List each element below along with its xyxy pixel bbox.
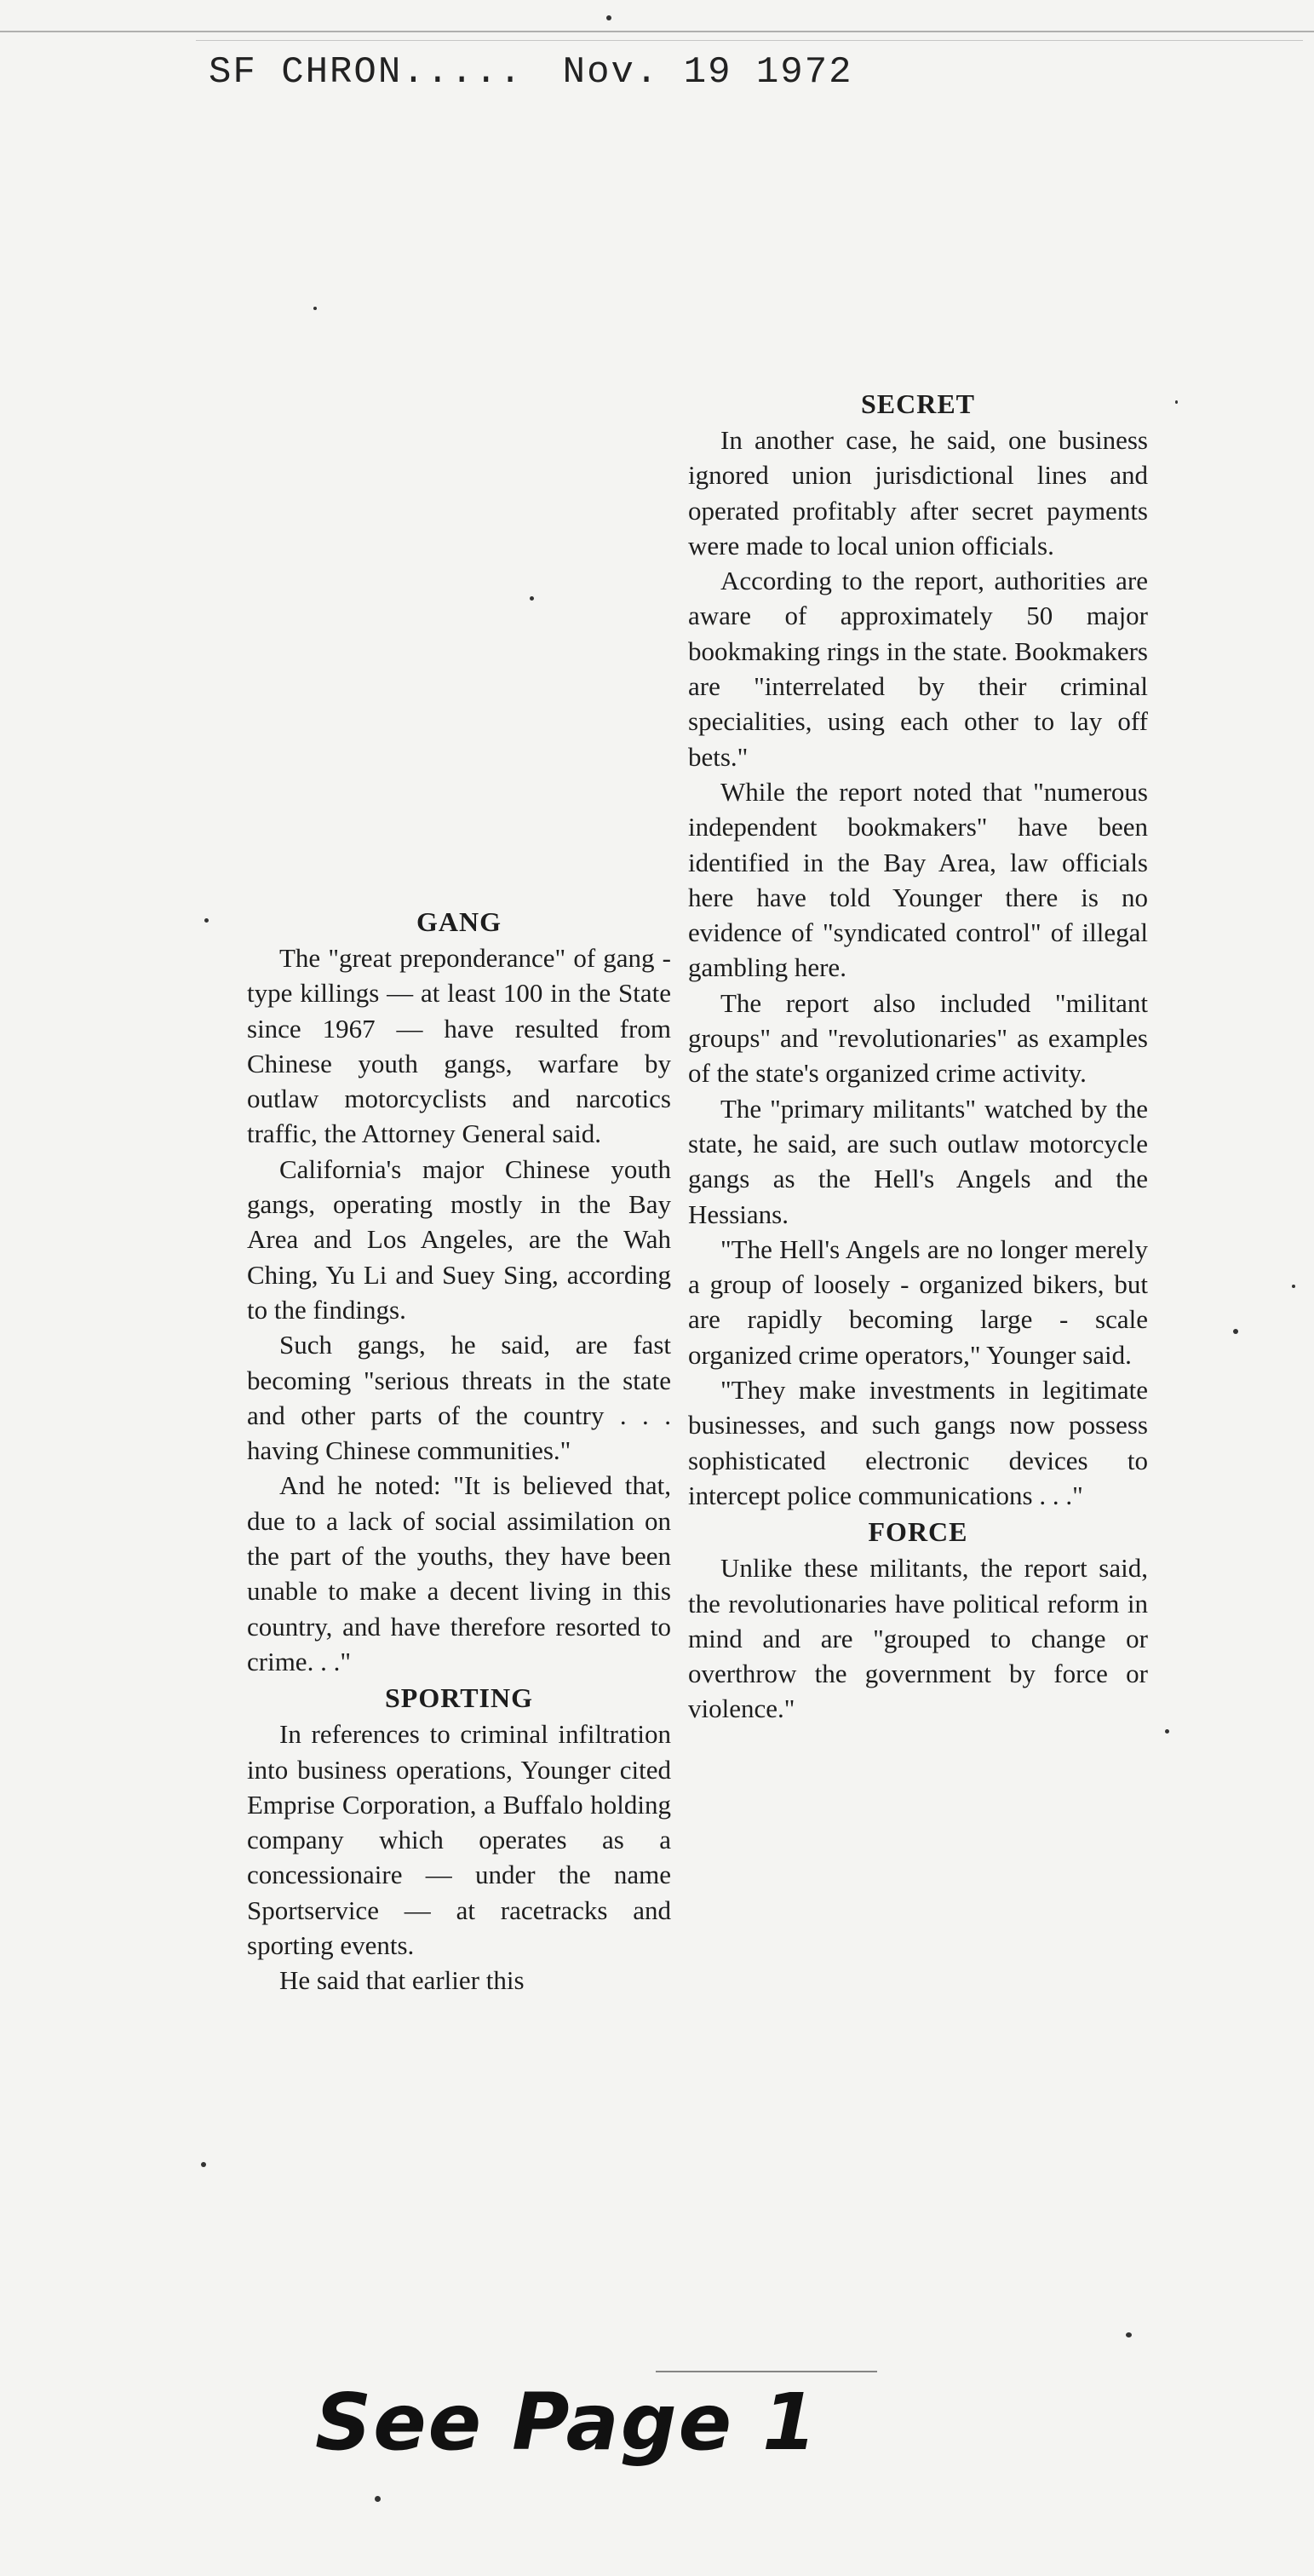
source-name: SF CHRON.....	[209, 51, 524, 94]
source-header	[209, 51, 975, 94]
article-column-left	[247, 903, 671, 1998]
section-heading: FORCE	[868, 1516, 968, 1548]
speck	[1175, 400, 1178, 404]
article-paragraph: In another case, he said, one business ignored union jurisdictional lines and operated profitably after secret payments were made to local union officials.	[688, 425, 1148, 561]
speck	[375, 2496, 381, 2502]
section-heading: SPORTING	[384, 1682, 533, 1714]
article-paragraph: He said that earlier this	[279, 1965, 525, 1996]
speck	[1165, 1729, 1169, 1734]
column-end-rule	[656, 2371, 877, 2372]
speck	[1126, 2332, 1132, 2337]
top-edge-line	[0, 31, 1314, 32]
speck	[204, 918, 209, 923]
article-paragraph: In references to criminal infiltration into business operations, Younger cited Emprise Corporation, a Buffalo holding company which operates as a concessionaire — under the name Sportservice — at racetracks and sporting events.	[247, 1719, 671, 1961]
article-paragraph: California's major Chinese youth gangs, operating mostly in the Bay Area and Los Angeles, are the Wah Ching, Yu Li and Suey Sing, according to the findings.	[247, 1153, 671, 1325]
speck	[530, 596, 534, 601]
speck	[1292, 1285, 1295, 1288]
section-heading: GANG	[416, 906, 502, 937]
section-heading: SECRET	[860, 388, 976, 419]
article-column-right	[688, 385, 1148, 1727]
article-paragraph: "They make investments in legitimate businesses, and such gangs now possess sophisticated electronic devices to intercept police communications . . ."	[688, 1375, 1148, 1510]
article-paragraph: According to the report, authorities are aware of approximately 50 major bookmaking rings in the state. Bookmakers are "interrelated by their criminal specialities, using each other to lay off bets."	[688, 566, 1148, 772]
speck	[201, 2162, 206, 2167]
article-paragraph: Such gangs, he said, are fast becoming "serious threats in the state and other parts of the country . . . having Chinese communities."	[247, 1330, 671, 1466]
article-paragraph: "The Hell's Angels are no longer merely a group of loosely - organized bikers, but are rapidly becoming large - scale organized crime operators," Younger said.	[688, 1233, 1148, 1370]
article-paragraph: Unlike these militants, the report said, the revolutionaries have political reform in mind and are "grouped to change or overthrow the government by force or violence."	[688, 1553, 1148, 1724]
article-paragraph: While the report noted that "numerous independent bookmakers" have been identified in the Bay Area, law officials here have told Younger there is no evidence of "syndicated control" of illegal gambling here.	[688, 776, 1148, 983]
speck	[606, 15, 611, 20]
article-paragraph: The "primary militants" watched by the state, he said, are such outlaw motorcycle gangs as the Hell's Angels and the Hessians.	[688, 1093, 1148, 1229]
speck	[1233, 1329, 1238, 1334]
article-paragraph: And he noted: "It is believed that, due to a lack of social assimilation on the part of the youths, they have been unable to make a decent living in this country, and have therefore resorted to crime. . ."	[247, 1470, 671, 1676]
article-paragraph: The "great preponderance" of gang - type killings — at least 100 in the State since 1967 — have resulted from Chinese youth gangs, warfare by outlaw motorcyclists and narcotics traffic, the Attorney General said.	[247, 943, 671, 1149]
speck	[313, 307, 317, 310]
article-paragraph: The report also included "militant groups" and "revolutionaries" as examples of the state's organized crime activity.	[688, 987, 1148, 1089]
handwritten-note: See Page 1	[315, 2377, 819, 2468]
source-date: Nov. 19 1972	[562, 51, 853, 94]
top-edge-line-faint	[196, 40, 1303, 41]
